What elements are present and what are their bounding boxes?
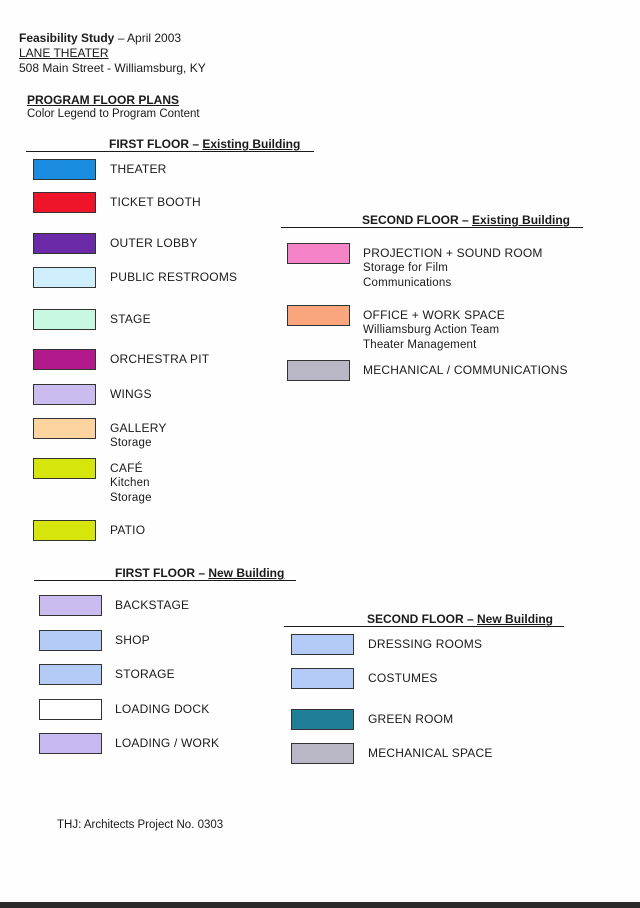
study-title: Feasibility Study bbox=[19, 31, 115, 45]
legend-label-text: MECHANICAL / COMMUNICATIONS bbox=[363, 363, 568, 377]
color-swatch bbox=[33, 159, 96, 180]
color-swatch bbox=[33, 267, 96, 288]
legend-label bbox=[110, 523, 145, 538]
theater-name: LANE THEATER bbox=[19, 46, 109, 60]
legend-label bbox=[368, 637, 482, 652]
color-swatch bbox=[33, 233, 96, 254]
color-swatch bbox=[287, 360, 350, 381]
legend-label bbox=[363, 363, 568, 378]
legend-label bbox=[110, 461, 152, 506]
color-swatch bbox=[33, 192, 96, 213]
legend-label bbox=[363, 308, 505, 353]
section-title-first-existing: FIRST FLOOR – Existing Building bbox=[109, 137, 301, 151]
color-swatch bbox=[291, 668, 354, 689]
color-swatch bbox=[287, 243, 350, 264]
legend-label-text: LOADING / WORK bbox=[115, 736, 220, 750]
color-swatch bbox=[39, 664, 102, 685]
color-swatch bbox=[33, 349, 96, 370]
project-number: THJ: Architects Project No. 0303 bbox=[57, 819, 224, 831]
legend-label-text: GREEN ROOM bbox=[368, 712, 454, 726]
color-swatch bbox=[33, 458, 96, 479]
legend-label-text: CAFÉ bbox=[110, 461, 143, 475]
legend-label-text: DRESSING ROOMS bbox=[368, 637, 483, 651]
legend-label-text: MECHANICAL SPACE bbox=[368, 746, 493, 760]
color-swatch bbox=[291, 634, 354, 655]
legend-label-text: BACKSTAGE bbox=[115, 598, 190, 612]
theater-address: 508 Main Street - Williamsburg, KY bbox=[19, 61, 206, 75]
legend-sublabel: Communications bbox=[363, 277, 452, 289]
legend-label-text: OFFICE + WORK SPACE bbox=[363, 308, 505, 322]
legend-label bbox=[110, 195, 201, 210]
divider-line bbox=[34, 580, 296, 581]
color-swatch bbox=[291, 743, 354, 764]
legend-sublabel: Storage bbox=[110, 492, 152, 504]
legend-label-text: WINGS bbox=[110, 387, 152, 401]
legend-sublabel: Williamsburg Action Team bbox=[363, 324, 500, 336]
program-title: PROGRAM FLOOR PLANS bbox=[27, 93, 179, 107]
legend-sublabel: Storage for Film bbox=[363, 262, 449, 274]
color-swatch bbox=[33, 520, 96, 541]
legend-label-text: PATIO bbox=[110, 523, 146, 537]
color-swatch bbox=[39, 595, 102, 616]
legend-label-text: GALLERY bbox=[110, 421, 167, 435]
legend-label bbox=[363, 246, 543, 291]
legend-label bbox=[115, 702, 209, 717]
legend-label bbox=[110, 421, 167, 451]
legend-label-text: PUBLIC RESTROOMS bbox=[110, 270, 238, 284]
study-date: – April 2003 bbox=[114, 31, 182, 45]
color-swatch bbox=[39, 630, 102, 651]
legend-label-text: STAGE bbox=[110, 312, 151, 326]
legend-label-text: LOADING DOCK bbox=[115, 702, 210, 716]
legend-label-text: OUTER LOBBY bbox=[110, 236, 198, 250]
legend-label bbox=[115, 667, 175, 682]
color-swatch bbox=[287, 305, 350, 326]
legend-label bbox=[110, 236, 198, 251]
color-swatch bbox=[39, 733, 102, 754]
legend-sublabel: Storage bbox=[110, 437, 152, 449]
legend-label bbox=[110, 270, 237, 285]
legend-label bbox=[110, 162, 167, 177]
color-swatch bbox=[33, 418, 96, 439]
legend-label-text: ORCHESTRA PIT bbox=[110, 352, 210, 366]
legend-label bbox=[110, 352, 209, 367]
legend-label-text: COSTUMES bbox=[368, 671, 438, 685]
legend-label bbox=[115, 633, 150, 648]
section-title-second-existing: SECOND FLOOR – Existing Building bbox=[362, 213, 571, 227]
legend-sublabel: Theater Management bbox=[363, 339, 477, 351]
legend-label bbox=[368, 712, 453, 727]
color-swatch bbox=[291, 709, 354, 730]
legend-sublabel: Kitchen bbox=[110, 477, 150, 489]
color-swatch bbox=[33, 384, 96, 405]
scan-edge bbox=[0, 902, 640, 908]
program-subtitle: Color Legend to Program Content bbox=[27, 108, 200, 120]
legend-label-text: STORAGE bbox=[115, 667, 175, 681]
divider-line bbox=[26, 151, 314, 152]
legend-label-text: THEATER bbox=[110, 162, 167, 176]
legend-label bbox=[368, 671, 438, 686]
section-title-second-new: SECOND FLOOR – New Building bbox=[367, 612, 554, 626]
section-title-first-new: FIRST FLOOR – New Building bbox=[115, 566, 285, 580]
legend-label bbox=[110, 312, 151, 327]
legend-label bbox=[115, 736, 219, 751]
legend-label-text: PROJECTION + SOUND ROOM bbox=[363, 246, 543, 260]
divider-line bbox=[284, 626, 564, 627]
legend-label-text: TICKET BOOTH bbox=[110, 195, 201, 209]
color-swatch bbox=[33, 309, 96, 330]
legend-label bbox=[110, 387, 152, 402]
study-line bbox=[19, 31, 181, 46]
legend-label bbox=[115, 598, 189, 613]
divider-line bbox=[281, 227, 583, 228]
color-swatch bbox=[39, 699, 102, 720]
legend-label bbox=[368, 746, 493, 761]
legend-label-text: SHOP bbox=[115, 633, 150, 647]
